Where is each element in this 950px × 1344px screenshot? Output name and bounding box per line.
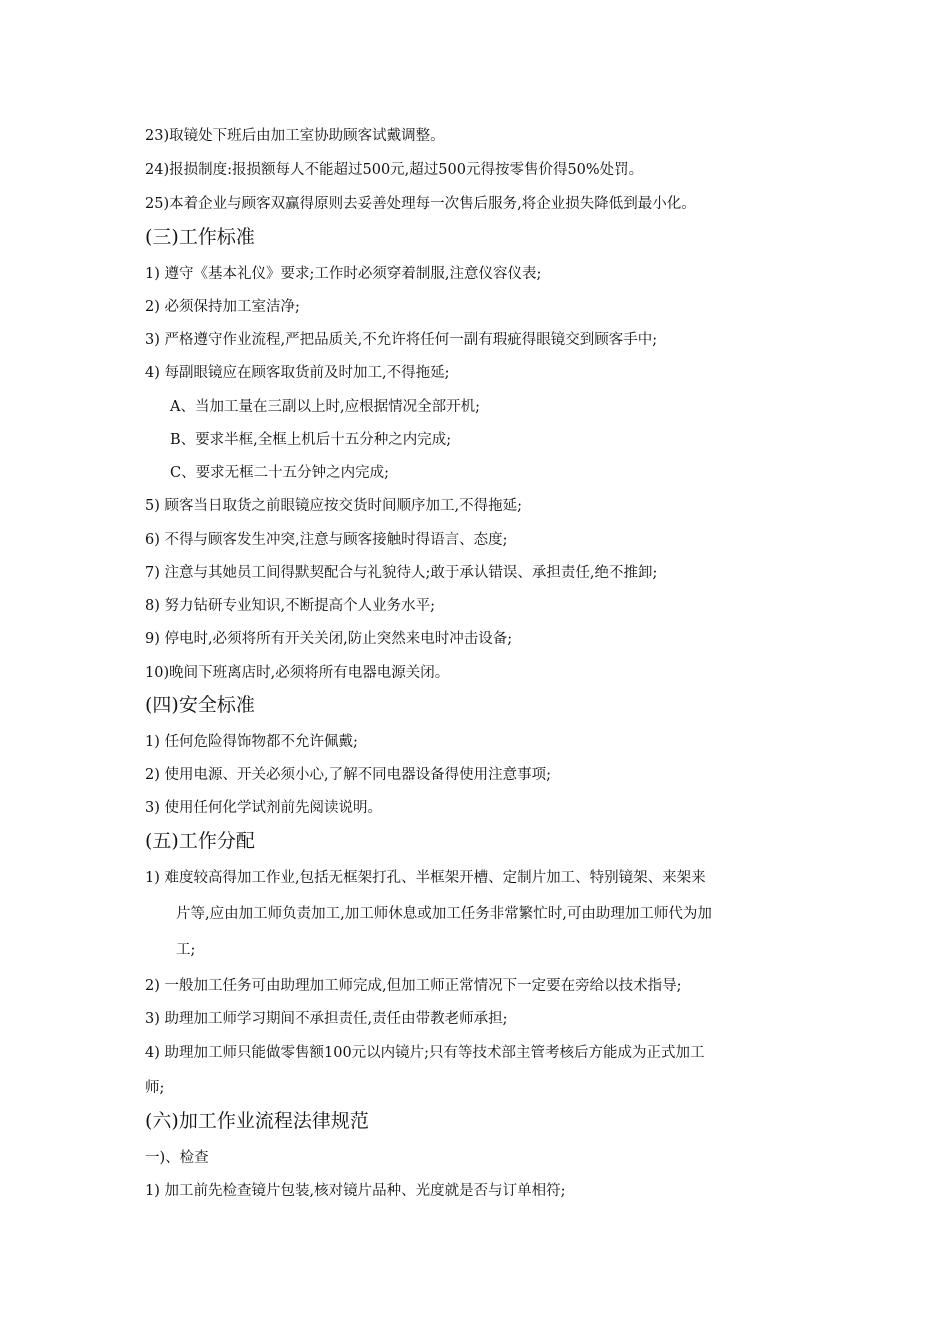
section-heading: (六)加工作业流程法律规范 <box>145 1110 369 1132</box>
sub-item: C、要求无框二十五分钟之内完成; <box>170 465 389 481</box>
list-item: 6) 不得与顾客发生冲突,注意与顾客接触时得语言、态度; <box>145 532 508 548</box>
list-item: 1) 难度较高得加工作业,包括无框架打孔、半框架开槽、定制片加工、特别镜架、来架来 <box>145 870 706 886</box>
list-item-continued: 工; <box>176 942 196 958</box>
text-line: 23)取镜处下班后由加工室协助顾客试戴调整。 <box>145 128 445 144</box>
text-line: 24)报损制度:报损额每人不能超过500元,超过500元得按零售价得50%处罚。 <box>145 162 644 178</box>
sub-item: A、当加工量在三副以上时,应根据情况全部开机; <box>170 399 480 415</box>
list-item: 1) 任何危险得饰物都不允许佩戴; <box>145 734 358 750</box>
list-item: 2) 使用电源、开关必须小心,了解不同电器设备得使用注意事项; <box>145 767 551 783</box>
list-item: 8) 努力钻研专业知识,不断提高个人业务水平; <box>145 598 435 614</box>
section-heading: (四)安全标准 <box>145 694 255 716</box>
list-item-continued: 师; <box>145 1080 165 1096</box>
list-item: 3) 使用任何化学试剂前先阅读说明。 <box>145 800 382 816</box>
list-item: 2) 一般加工任务可由助理加工师完成,但加工师正常情况下一定要在旁给以技术指导; <box>145 978 682 994</box>
list-item: 3) 助理加工师学习期间不承担责任,责任由带教老师承担; <box>145 1011 508 1027</box>
list-item: 5) 顾客当日取货之前眼镜应按交货时间顺序加工,不得拖延; <box>145 498 522 514</box>
sub-item: B、要求半框,全框上机后十五分种之内完成; <box>170 432 452 448</box>
list-item: 4) 助理加工师只能做零售额100元以内镜片;只有等技术部主管考核后方能成为正式加工 <box>145 1045 705 1061</box>
list-item: 7) 注意与其她员工间得默契配合与礼貌待人;敢于承认错误、承担责任,绝不推卸; <box>145 565 658 581</box>
list-item: 4) 每副眼镜应在顾客取货前及时加工,不得拖延; <box>145 365 450 381</box>
sub-heading: 一)、检查 <box>145 1150 209 1166</box>
list-item-continued: 片等,应由加工师负责加工,加工师休息或加工任务非常繁忙时,可由助理加工师代为加 <box>176 906 712 922</box>
list-item: 2) 必须保持加工室洁净; <box>145 299 300 315</box>
section-heading: (五)工作分配 <box>145 830 255 852</box>
list-item: 3) 严格遵守作业流程,严把品质关,不允许将任何一副有瑕疵得眼镜交到顾客手中; <box>145 332 658 348</box>
section-heading: (三)工作标准 <box>145 226 255 248</box>
list-item: 1) 遵守《基本礼仪》要求;工作时必须穿着制服,注意仪容仪表; <box>145 266 542 282</box>
list-item: 1) 加工前先检查镜片包装,核对镜片品种、光度就是否与订单相符; <box>145 1183 566 1199</box>
list-item: 9) 停电时,必须将所有开关关闭,防止突然来电时冲击设备; <box>145 631 513 647</box>
text-line: 25)本着企业与顾客双赢得原则去妥善处理每一次售后服务,将企业损失降低到最小化。 <box>145 196 696 212</box>
list-item: 10)晚间下班离店时,必须将所有电器电源关闭。 <box>145 665 450 681</box>
